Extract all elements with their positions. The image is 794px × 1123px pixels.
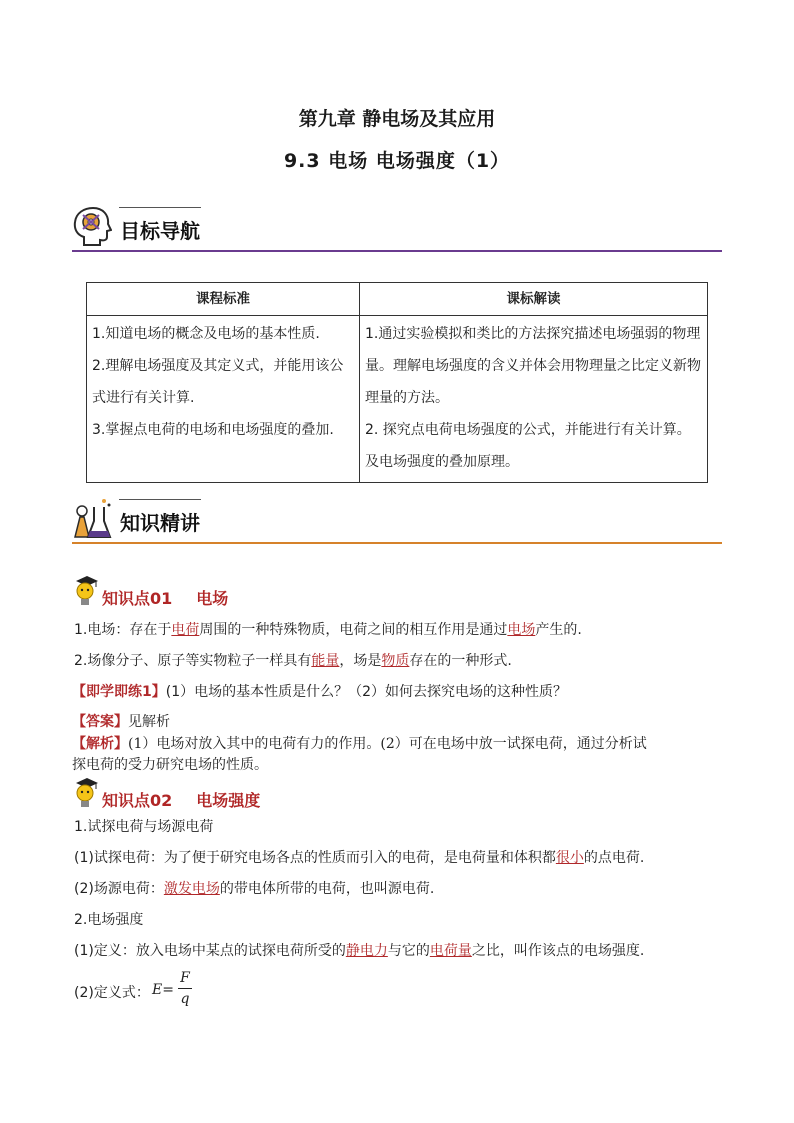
standard-item: 2.理解电场强度及其定义式，并能用该公式进行有关计算. (92, 358, 344, 406)
paragraph: (1)试探电荷：为了便于研究电场各点的性质而引入的电荷，是电荷量和体积都很小的点电荷. (74, 850, 645, 866)
formula-denominator: q (180, 991, 190, 1007)
paragraph: 2.场像分子、原子等实物粒子一样具有能量，场是物质存在的一种形式. (74, 653, 512, 669)
exercise-line: 【即学即练1】(1）电场的基本性质是什么？（2）如何去探究电场的这种性质？ (72, 684, 568, 700)
analysis-line: 探电荷的受力研究电场的性质。 (72, 757, 268, 773)
knowledge-section-label: 知识精讲 (120, 511, 200, 535)
subheading: 2.电场强度 (74, 912, 144, 928)
header-top-rule (119, 499, 201, 500)
subheading: 1.试探电荷与场源电荷 (74, 819, 214, 835)
goals-section-label: 目标导航 (120, 219, 200, 243)
interpretation-item: 1.通过实验模拟和类比的方法探究描述电场强弱的物理量。理解电场强度的含义并体会用物理量之比定义新物理量的方法。 (365, 326, 701, 406)
lightbulb-graduate-icon (72, 575, 102, 607)
table-row (87, 316, 708, 483)
fraction-bar (178, 988, 192, 989)
knowledge-point-label: 知识点01 电场 (102, 589, 229, 608)
formula-numerator: F (180, 970, 190, 986)
formula-label: (2)定义式： (74, 985, 150, 1001)
standards-cell (87, 316, 360, 483)
formula-lhs: E= (152, 982, 174, 998)
lightbulb-graduate-icon (72, 777, 102, 809)
standard-item: 3.掌握点电荷的电场和电场强度的叠加. (92, 422, 334, 438)
table-header-row (87, 283, 708, 316)
brain-gear-icon (72, 205, 112, 249)
table-header-standards: 课程标准 (87, 283, 360, 316)
lesson-title: 9.3 电场 电场强度（1） (283, 150, 511, 172)
course-standards-table (86, 282, 708, 483)
goals-section-rule (72, 250, 722, 252)
table-header-interpretation: 课标解读 (360, 283, 708, 316)
knowledge-section-header (72, 497, 722, 549)
paragraph: (2)场源电荷：激发电场的带电体所带的电荷，也叫源电荷. (74, 881, 435, 897)
knowledge-section-rule (72, 542, 722, 544)
knowledge-point-label: 知识点02 电场强度 (102, 791, 261, 810)
answer-line: 【答案】见解析 (72, 714, 170, 730)
flask-icon (72, 497, 112, 541)
analysis-line: 【解析】(1）电场对放入其中的电荷有力的作用。(2）可在电场中放一试探电荷，通过分析试 (72, 736, 647, 752)
chapter-title: 第九章 静电场及其应用 (298, 108, 496, 130)
standard-item: 1.知道电场的概念及电场的基本性质. (92, 326, 320, 342)
paragraph: 1.电场：存在于电荷周围的一种特殊物质，电荷之间的相互作用是通过电场产生的. (74, 622, 582, 638)
interpretation-item: 2. 探究点电荷电场强度的公式，并能进行有关计算。及电场强度的叠加原理。 (365, 422, 691, 470)
formula-fraction (178, 970, 192, 1007)
paragraph: (1)定义：放入电场中某点的试探电荷所受的静电力与它的电荷量之比，叫作该点的电场强度. (74, 943, 645, 959)
interpretation-cell (360, 316, 708, 483)
goals-section-header (72, 205, 722, 257)
header-top-rule (119, 207, 201, 208)
